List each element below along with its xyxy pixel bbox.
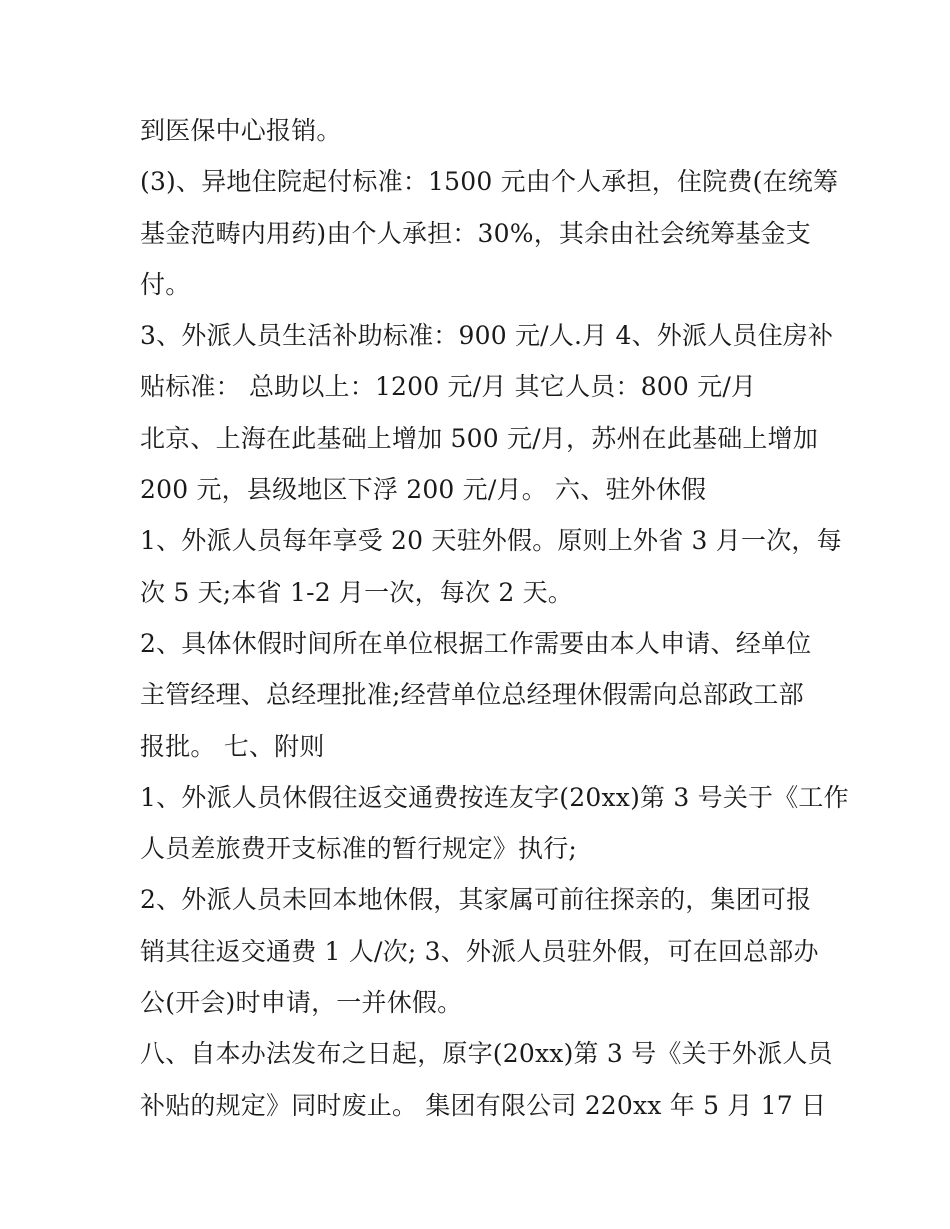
text-line: 报批。 七、附则 xyxy=(140,731,325,761)
text-line: 贴标准： 总助以上：1200 元/月 其它人员：800 元/月 xyxy=(140,372,757,402)
text-line: 公(开会)时申请，一并休假。 xyxy=(140,988,463,1018)
text-line: 主管经理、总经理批准;经营单位总经理休假需向总部政工部 xyxy=(140,680,804,710)
text-line: 北京、上海在此基础上增加 500 元/月，苏州在此基础上增加 xyxy=(140,423,819,453)
text-line: 基金范畴内用药)由个人承担：30%，其余由社会统筹基金支 xyxy=(140,218,811,248)
text-line: 人员差旅费开支标准的暂行规定》执行; xyxy=(140,834,578,864)
text-line: 付。 xyxy=(140,269,191,299)
text-line: 补贴的规定》同时废止。 集团有限公司 220xx 年 5 月 17 日 xyxy=(140,1090,827,1120)
text-line: 销其往返交通费 1 人/次; 3、外派人员驻外假，可在回总部办 xyxy=(140,936,819,966)
text-line: 2、外派人员未回本地休假，其家属可前往探亲的，集团可报 xyxy=(140,885,812,915)
text-line: 次 5 天;本省 1-2 月一次，每次 2 天。 xyxy=(140,577,573,607)
text-line: 200 元，县级地区下浮 200 元/月。 六、驻外休假 xyxy=(140,475,707,505)
text-line: 2、具体休假时间所在单位根据工作需要由本人申请、经单位 xyxy=(140,628,812,658)
text-line: 到医保中心报销。 xyxy=(140,116,342,145)
text-line: 1、外派人员休假往返交通费按连友字(20xx)第 3 号关于《工作 xyxy=(140,782,849,812)
text-line: 1、外派人员每年享受 20 天驻外假。原则上外省 3 月一次，每 xyxy=(140,526,842,556)
text-line: 八、自本办法发布之日起，原字(20xx)第 3 号《关于外派人员 xyxy=(140,1039,833,1069)
text-line: 3、外派人员生活补助标准：900 元/人.月 4、外派人员住房补 xyxy=(140,321,834,351)
text-line: (3)、异地住院起付标准：1500 元由个人承担，住院费(在统筹 xyxy=(140,167,839,197)
document-body xyxy=(140,105,849,1131)
